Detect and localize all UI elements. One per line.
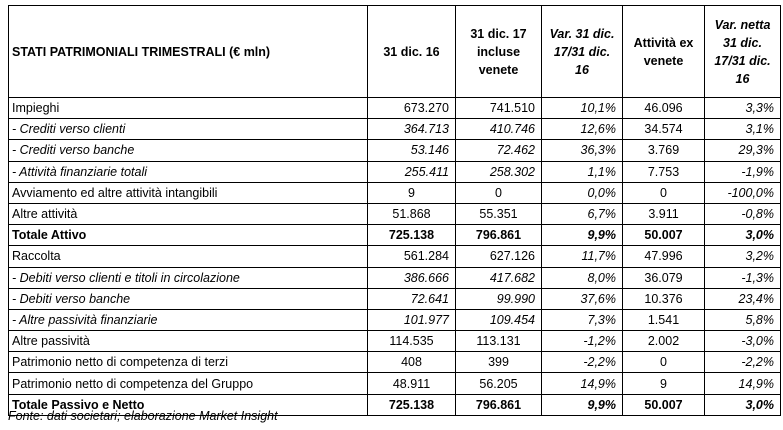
cell-dec16: 9 [368, 182, 456, 203]
cell-ex: 1.541 [623, 309, 705, 330]
cell-dec16: 72.641 [368, 288, 456, 309]
cell-dec17: 796.861 [456, 225, 542, 246]
cell-dec16: 386.666 [368, 267, 456, 288]
table-row [9, 288, 781, 309]
source-note: Fonte: dati societari; elaborazione Market Insight [8, 409, 278, 423]
cell-net: -100,0% [705, 182, 781, 203]
cell-ex: 34.574 [623, 119, 705, 140]
header-attivita-ex: Attività ex venete [623, 6, 705, 98]
cell-net: 3,3% [705, 98, 781, 119]
cell-var: 14,9% [542, 373, 623, 394]
cell-dec16: 408 [368, 352, 456, 373]
header-label: STATI PATRIMONIALI TRIMESTRALI (€ mln) [9, 6, 368, 98]
cell-dec17: 109.454 [456, 309, 542, 330]
cell-ex: 7.753 [623, 161, 705, 182]
cell-var: 7,3% [542, 309, 623, 330]
row-label: - Altre passività finanziarie [9, 309, 368, 330]
cell-dec17: 796.861 [456, 394, 542, 415]
table-row [9, 140, 781, 161]
cell-dec16: 51.868 [368, 203, 456, 224]
table-row [9, 203, 781, 224]
table-row [9, 119, 781, 140]
header-var-pct: Var. 31 dic. 17/31 dic. 16 [542, 6, 623, 98]
row-label: - Debiti verso banche [9, 288, 368, 309]
cell-ex: 2.002 [623, 331, 705, 352]
cell-var: 11,7% [542, 246, 623, 267]
cell-dec17: 99.990 [456, 288, 542, 309]
table-row-total [9, 225, 781, 246]
cell-var: 10,1% [542, 98, 623, 119]
cell-dec17: 55.351 [456, 203, 542, 224]
row-label: Raccolta [9, 246, 368, 267]
cell-var: 0,0% [542, 182, 623, 203]
cell-var: -2,2% [542, 352, 623, 373]
row-label: Patrimonio netto di competenza del Gruppo [9, 373, 368, 394]
cell-dec16: 48.911 [368, 373, 456, 394]
header-dec17: 31 dic. 17 incluse venete [456, 6, 542, 98]
row-label: - Debiti verso clienti e titoli in circolazione [9, 267, 368, 288]
cell-dec16: 561.284 [368, 246, 456, 267]
cell-dec17: 627.126 [456, 246, 542, 267]
table-row [9, 267, 781, 288]
cell-dec16: 101.977 [368, 309, 456, 330]
balance-sheet-table [8, 5, 781, 416]
cell-dec16: 725.138 [368, 394, 456, 415]
cell-dec17: 741.510 [456, 98, 542, 119]
cell-var: -1,2% [542, 331, 623, 352]
cell-net: 23,4% [705, 288, 781, 309]
cell-dec17: 258.302 [456, 161, 542, 182]
table-row [9, 161, 781, 182]
table-row [9, 309, 781, 330]
cell-var: 8,0% [542, 267, 623, 288]
table-row [9, 331, 781, 352]
cell-dec16: 364.713 [368, 119, 456, 140]
row-label: - Crediti verso clienti [9, 119, 368, 140]
cell-var: 37,6% [542, 288, 623, 309]
cell-ex: 50.007 [623, 225, 705, 246]
cell-dec17: 56.205 [456, 373, 542, 394]
cell-ex: 0 [623, 182, 705, 203]
cell-var: 36,3% [542, 140, 623, 161]
cell-dec16: 114.535 [368, 331, 456, 352]
cell-ex: 0 [623, 352, 705, 373]
row-label: Totale Passivo e Netto [9, 394, 368, 415]
cell-dec16: 725.138 [368, 225, 456, 246]
cell-dec16: 53.146 [368, 140, 456, 161]
table-row [9, 182, 781, 203]
cell-var: 1,1% [542, 161, 623, 182]
cell-ex: 9 [623, 373, 705, 394]
row-label: Altre passività [9, 331, 368, 352]
header-var-netta: Var. netta 31 dic. 17/31 dic. 16 [705, 6, 781, 98]
cell-ex: 50.007 [623, 394, 705, 415]
table-row [9, 373, 781, 394]
cell-net: -1,9% [705, 161, 781, 182]
row-label: Avviamento ed altre attività intangibili [9, 182, 368, 203]
cell-ex: 3.769 [623, 140, 705, 161]
cell-net: 3,1% [705, 119, 781, 140]
cell-net: 29,3% [705, 140, 781, 161]
cell-dec17: 399 [456, 352, 542, 373]
cell-dec17: 0 [456, 182, 542, 203]
cell-dec17: 417.682 [456, 267, 542, 288]
cell-ex: 46.096 [623, 98, 705, 119]
row-label: Impieghi [9, 98, 368, 119]
row-label: Patrimonio netto di competenza di terzi [9, 352, 368, 373]
cell-ex: 36.079 [623, 267, 705, 288]
cell-dec17: 72.462 [456, 140, 542, 161]
table-row [9, 352, 781, 373]
cell-net: -3,0% [705, 331, 781, 352]
cell-dec17: 410.746 [456, 119, 542, 140]
row-label: Totale Attivo [9, 225, 368, 246]
cell-dec16: 673.270 [368, 98, 456, 119]
cell-net: 5,8% [705, 309, 781, 330]
cell-var: 9,9% [542, 225, 623, 246]
cell-ex: 10.376 [623, 288, 705, 309]
cell-net: 3,2% [705, 246, 781, 267]
table-row [9, 98, 781, 119]
row-label: Altre attività [9, 203, 368, 224]
cell-dec16: 255.411 [368, 161, 456, 182]
cell-var: 6,7% [542, 203, 623, 224]
cell-var: 9,9% [542, 394, 623, 415]
cell-var: 12,6% [542, 119, 623, 140]
cell-ex: 47.996 [623, 246, 705, 267]
header-row [9, 6, 781, 98]
cell-net: -2,2% [705, 352, 781, 373]
cell-net: 3,0% [705, 225, 781, 246]
row-label: - Attività finanziarie totali [9, 161, 368, 182]
cell-net: 3,0% [705, 394, 781, 415]
cell-net: -1,3% [705, 267, 781, 288]
header-dec16: 31 dic. 16 [368, 6, 456, 98]
cell-ex: 3.911 [623, 203, 705, 224]
cell-net: -0,8% [705, 203, 781, 224]
row-label: - Crediti verso banche [9, 140, 368, 161]
table-row [9, 246, 781, 267]
cell-net: 14,9% [705, 373, 781, 394]
cell-dec17: 113.131 [456, 331, 542, 352]
